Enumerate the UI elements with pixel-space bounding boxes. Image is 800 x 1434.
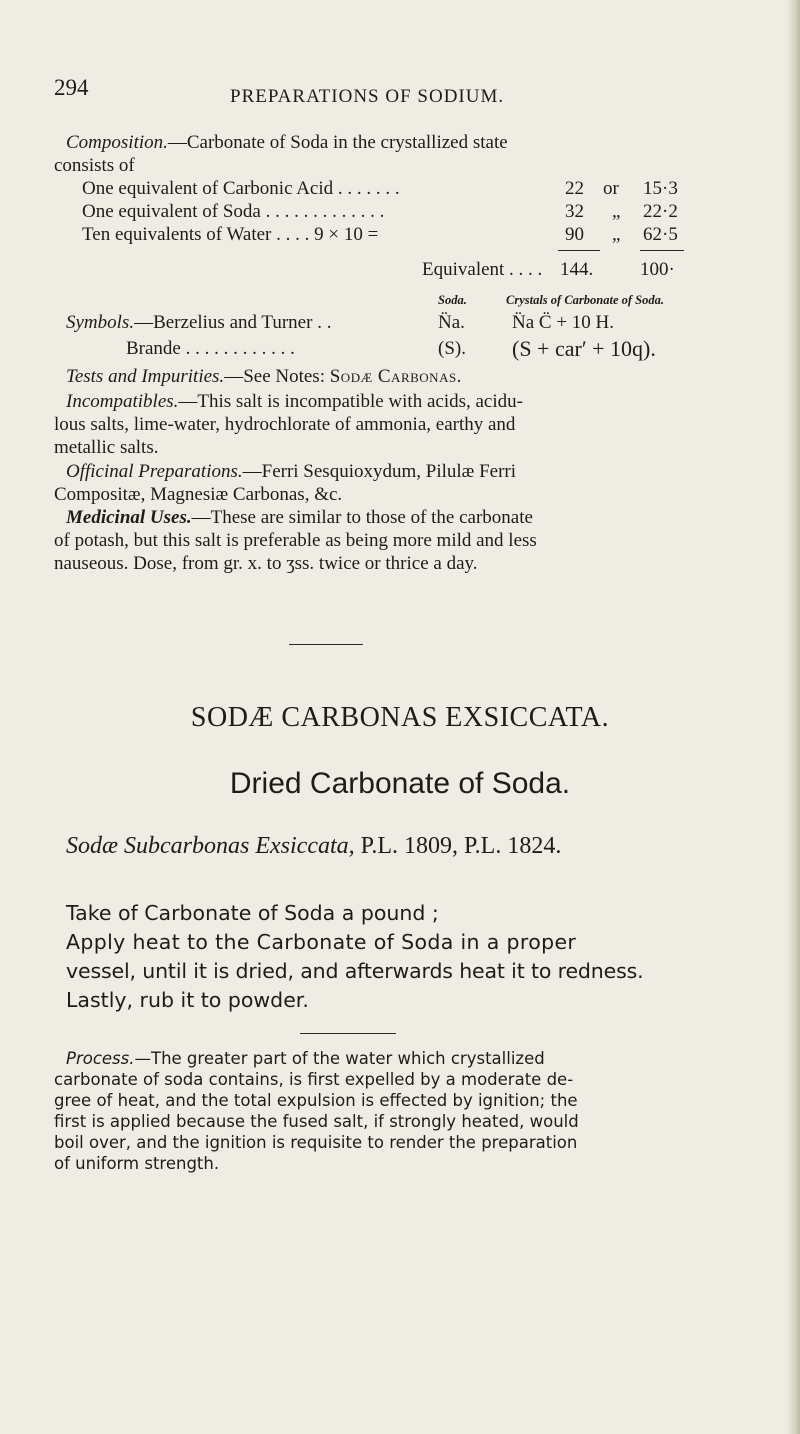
recipe-divider — [300, 1033, 396, 1034]
officinal-lead: Officinal Preparations. — [66, 461, 243, 482]
recipe-line-1: Take of Carbonate of Soda a pound ; — [66, 901, 439, 925]
incompatibles-lead: Incompatibles. — [66, 391, 179, 412]
medicinal-line-3: nauseous. Dose, from gr. x. to ʒss. twice or thrice a day. — [54, 553, 478, 574]
process-lead: Process. — [66, 1049, 135, 1068]
equivalent-label: Equivalent . . . . — [422, 259, 543, 280]
sum-rule — [640, 250, 684, 251]
composition-row-label: One equivalent of Soda . . . . . . . . . . . . . — [82, 201, 385, 222]
incompatibles-text: —This salt is incompatible with acids, acidu- — [178, 391, 523, 412]
tests-text: —See Notes: — [224, 366, 330, 387]
process-line-1 — [66, 1049, 545, 1070]
composition-row-value: 32 — [565, 201, 584, 222]
symbols-col-head-soda: Soda. — [438, 293, 467, 307]
recipe-line-2: Apply heat to the Carbonate of Soda in a proper — [66, 930, 577, 954]
process-line-6: of uniform strength. — [54, 1154, 220, 1173]
section-divider — [289, 644, 363, 645]
composition-text-2: consists of — [54, 155, 135, 176]
tests-line — [66, 366, 462, 388]
tests-reference: Sodæ Carbonas. — [329, 366, 462, 387]
composition-text: —Carbonate of Soda in the crystallized state — [167, 132, 508, 153]
composition-lead: Composition. — [66, 132, 168, 153]
officinal-text: —Ferri Sesquioxydum, Pilulæ Ferri — [242, 461, 517, 482]
officinal-line-2: Compositæ, Magnesiæ Carbonas, &c. — [54, 484, 343, 505]
running-title: PREPARATIONS OF SODIUM. — [230, 86, 505, 107]
composition-row-pct: 15·3 — [643, 178, 678, 199]
symbols-col-head-crystals: Crystals of Carbonate of Soda. — [506, 293, 665, 307]
symbols-lead: Symbols. — [66, 312, 135, 333]
recipe-line-3: vessel, until it is dried, and afterwards heat it to redness. — [66, 959, 644, 983]
composition-heading — [66, 132, 508, 154]
section-title: SODÆ CARBONAS EXSICCATA. — [190, 702, 610, 733]
composition-row-value: 90 — [565, 224, 584, 245]
medicinal-lead: Medicinal Uses. — [66, 507, 192, 528]
equivalent-value: 144. — [560, 259, 594, 280]
composition-row-conj: „ — [612, 224, 621, 245]
recipe-line-4: Lastly, rub it to powder. — [66, 988, 309, 1012]
process-line-4: first is applied because the fused salt, if strongly heated, would — [54, 1112, 579, 1131]
composition-row-conj: or — [603, 178, 619, 199]
composition-row-pct: 22·2 — [643, 201, 678, 222]
composition-row-value: 22 — [565, 178, 584, 199]
composition-row-conj: „ — [612, 201, 621, 222]
medicinal-line-2: of potash, but this salt is preferable as being more mild and less — [54, 530, 537, 551]
incompatibles-line-1 — [66, 391, 523, 413]
process-text: —The greater part of the water which crystallized — [134, 1049, 545, 1068]
symbols-brande-label: Brande . . . . . . . . . . . . — [126, 338, 295, 359]
composition-row-label: Ten equivalents of Water . . . . 9 × 10 = — [82, 224, 379, 245]
symbol-brande-soda: (S). — [438, 338, 466, 359]
officinal-line-1 — [66, 461, 516, 483]
process-line-5: boil over, and the ignition is requisite to render the preparation — [54, 1133, 578, 1152]
medicinal-text: —These are similar to those of the carbonate — [191, 507, 533, 528]
synonym-line — [66, 833, 561, 860]
incompatibles-line-2: lous salts, lime-water, hydrochlorate of ammonia, earthy and — [54, 414, 516, 435]
symbol-brande-crystals: (S + car′ + 10q). — [512, 336, 656, 361]
incompatibles-line-3: metallic salts. — [54, 437, 159, 458]
symbols-line-1 — [66, 312, 331, 334]
symbols-line1-text: —Berzelius and Turner . . — [134, 312, 332, 333]
composition-row-pct: 62·5 — [643, 224, 678, 245]
synonym-refs: P.L. 1809, P.L. 1824. — [360, 833, 562, 859]
section-subtitle: Dried Carbonate of Soda. — [229, 767, 571, 800]
composition-row-label: One equivalent of Carbonic Acid . . . . . . . — [82, 178, 400, 199]
symbol-berzelius-soda: N̈a. — [438, 312, 465, 333]
tests-lead: Tests and Impurities. — [66, 366, 225, 387]
process-line-3: gree of heat, and the total expulsion is effected by ignition; the — [54, 1091, 578, 1110]
process-line-2: carbonate of soda contains, is first expelled by a moderate de- — [54, 1070, 574, 1089]
symbol-berzelius-crystals: N̈a C̈ + 10 H. — [512, 312, 615, 333]
sum-rule — [558, 250, 600, 251]
synonym-latin: Sodæ Subcarbonas Exsiccata, — [66, 833, 355, 859]
medicinal-line-1 — [66, 507, 533, 529]
equivalent-pct: 100· — [640, 259, 675, 280]
page-number: 294 — [54, 75, 89, 100]
